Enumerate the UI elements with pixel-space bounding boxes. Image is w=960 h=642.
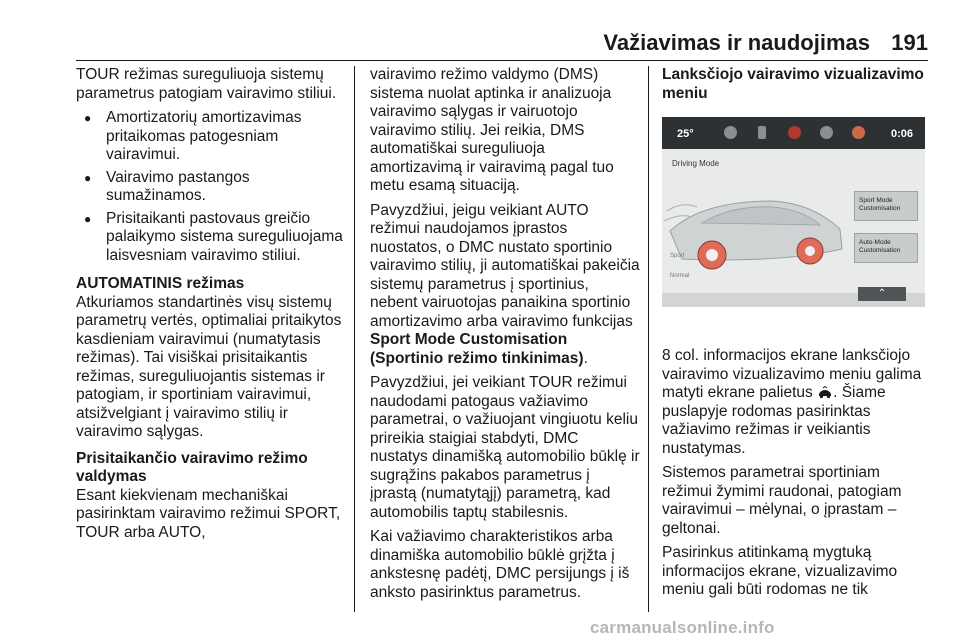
sport-mode-customisation-button[interactable]: Sport Mode Customisation	[854, 191, 918, 221]
chevron-up-icon[interactable]: ⌃	[858, 287, 906, 301]
mode-label: Sport	[670, 253, 685, 259]
paragraph-text: . Šiame puslapyje rodomas pasirinktas važiavimo režimas ir veikiantis nustatymas.	[662, 384, 886, 457]
column-right	[662, 66, 932, 606]
section-heading: Lanksčiojo vairavimo vizualizavimo meniu	[662, 66, 924, 102]
car-illustration	[662, 171, 852, 281]
list-item: ● Vairavimo pastangos sumažinamos.	[76, 169, 344, 206]
watermark: carmanualsonline.info	[590, 618, 775, 637]
mode-label: Normal	[670, 273, 690, 279]
car-mode-icon	[817, 386, 833, 399]
temperature-readout: 25°	[677, 128, 694, 140]
paragraph: TOUR režimas sureguliuoja sistemų parametrus patogiam vairavimo stiliui.	[76, 66, 337, 102]
section-heading: AUTOMATINIS režimas	[76, 275, 245, 292]
column-divider	[354, 66, 355, 612]
paragraph-text: .	[583, 349, 588, 367]
column-middle	[370, 66, 640, 608]
paragraph-text: Pavyzdžiui, jeigu veikiant AUTO režimui naudojamos įprastos nuostatos, o DMC nustato sportinio vairavimo stilių, ji automatiškai pakeičia sistemų parametrus į sportinius, nebent vairuotojas panaikina sportinio amortizavimo arba vairavimo funkcijas	[370, 201, 640, 330]
paragraph: vairavimo režimo valdymo (DMS) sistema nuolat aptinka ir analizuoja vairavimo sąlygas ir vairuotojo vairavimo stilių. Jei reikia, DMS automatiškai sureguliuoja amortizavimą ir vairavimą pagal tuo metu esamą situaciją.	[370, 66, 614, 194]
climate-icon	[820, 126, 833, 139]
page-header	[76, 30, 928, 62]
screen-status-bar	[662, 117, 925, 149]
screen-title: Driving Mode	[672, 159, 720, 168]
menu-reference: Sport Mode Customisation (Sportinio režimo tinkinimas)	[370, 331, 584, 367]
list-item: ● Prisitaikanti pastovaus greičio palaikymo sistema sureguliuojama laisvesniam vairavimo stiliui.	[76, 210, 344, 266]
page-title: Važiavimas ir naudojimas	[603, 30, 870, 55]
header-divider	[76, 60, 928, 61]
media-icon	[724, 126, 737, 139]
paragraph	[662, 347, 932, 458]
page-number: 191	[891, 30, 928, 55]
bullet-list	[76, 109, 344, 265]
paragraph: Esant kiekvienam mechaniškai pasirinktam vairavimo režimui SPORT, TOUR arba AUTO,	[76, 486, 341, 541]
section-heading: Prisitaikančio vairavimo režimo valdymas	[76, 449, 308, 485]
paragraph-text: 8 col. informacijos ekrane lanksčiojo vairavimo vizualizavimo meniu galima matyti ekrane palietus	[662, 347, 922, 401]
clock-readout: 0:06	[890, 128, 913, 140]
nav-icon	[788, 126, 801, 139]
infotainment-screenshot	[662, 117, 925, 307]
column-divider	[648, 66, 649, 612]
paragraph: Pasirinkus atitinkamą mygtuką informacijos ekrane, vizualizavimo meniu gali būti rodomas ne tik	[662, 544, 898, 598]
paragraph	[370, 202, 640, 369]
paragraph: Atkuriamos standartinės visų sistemų parametrų vertės, optimaliai pritaikytos kasdieniam vairavimui (numatytasis režimas). Tai visiškai prisitaikantis režimas, sureguliuojantis sistemas ir patogiam, ir sportiniam vairavimui, atsižvelgiant į vairavimo stilių ir vairavimo sąlygas.	[76, 293, 342, 440]
column-left	[76, 66, 344, 548]
auto-mode-customisation-button[interactable]: Auto-Mode Customisation	[854, 233, 918, 263]
paragraph: Pavyzdžiui, jei veikiant TOUR režimui naudodami patogaus važiavimo parametrai, o važiuojant vingiuotu keliu prireikia staigiai stabdyti, DMC nustatys dinamišką automobilio būklę ir sugrąžins pakabos parametrus į įprastą (numatytąjį) parametrą, kad automobilis taptų stabilesnis.	[370, 374, 640, 521]
driving-mode-icon	[852, 126, 865, 139]
paragraph: Kai važiavimo charakteristikos arba dinamiška automobilio būklė grįžta į ankstesnę padėtį, DMC persijungs į iš anksto pasirinktus parametrus.	[370, 528, 630, 601]
paragraph: Sistemos parametrai sportiniam režimui žymimi raudonai, patogiam vairavimui – mėlynai, o įprastam – geltonai.	[662, 464, 902, 537]
phone-icon	[758, 126, 766, 139]
list-item: ● Amortizatorių amortizavimas pritaikomas patogesniam vairavimui.	[76, 109, 344, 165]
